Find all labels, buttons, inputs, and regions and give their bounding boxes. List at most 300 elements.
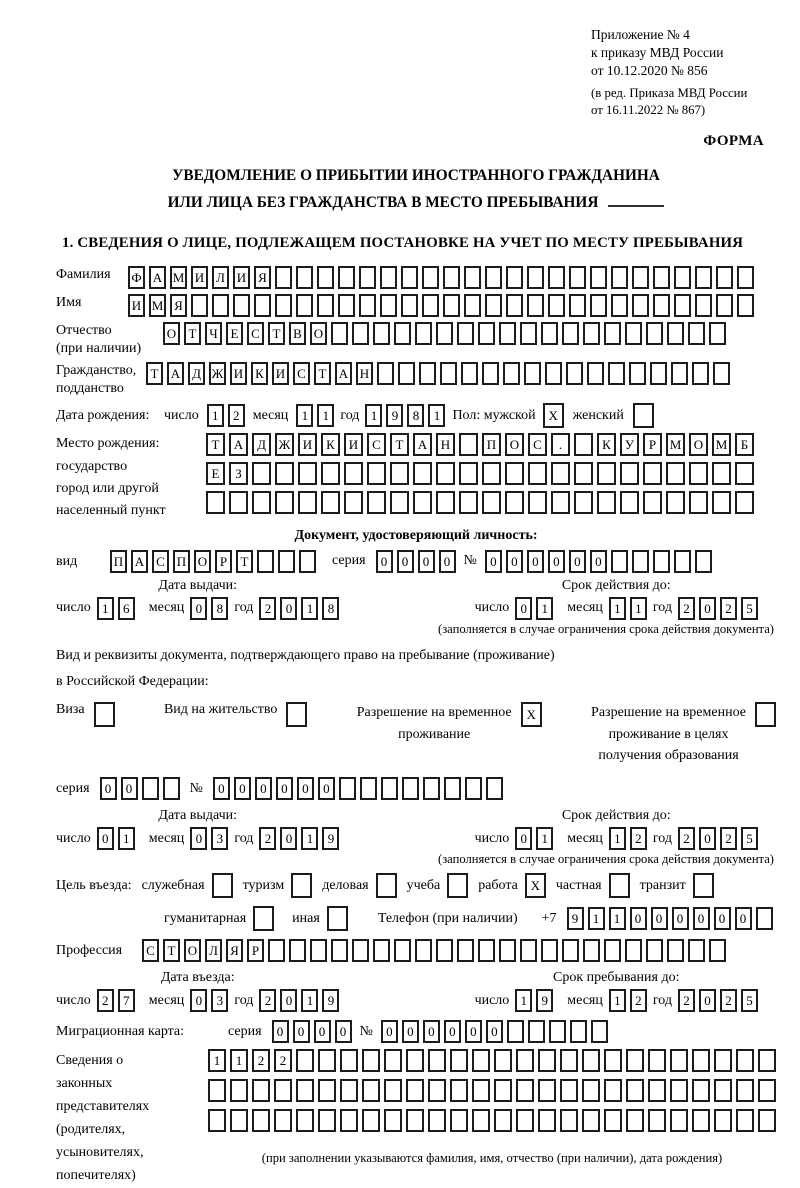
purpose-other-checkbox[interactable]: [327, 906, 348, 931]
purpose-humanitarian-checkbox[interactable]: [253, 906, 274, 931]
char-cell[interactable]: 1: [207, 404, 224, 427]
char-cell[interactable]: [482, 491, 501, 514]
char-cell[interactable]: [362, 1109, 380, 1132]
char-cell[interactable]: 5: [741, 989, 758, 1012]
char-cell[interactable]: [321, 462, 340, 485]
sex-male-checkbox[interactable]: [543, 403, 564, 428]
char-cell[interactable]: [583, 939, 600, 962]
char-cell[interactable]: [758, 1109, 776, 1132]
birth-year-cells[interactable]: [365, 404, 445, 427]
char-cell[interactable]: [688, 939, 705, 962]
char-cell[interactable]: [688, 322, 705, 345]
char-cell[interactable]: П: [173, 550, 190, 573]
char-cell[interactable]: [646, 939, 663, 962]
char-cell[interactable]: [611, 550, 628, 573]
char-cell[interactable]: О: [505, 433, 524, 456]
char-cell[interactable]: [376, 873, 397, 898]
char-cell[interactable]: 0: [423, 1020, 440, 1043]
char-cell[interactable]: [428, 1049, 446, 1072]
char-cell[interactable]: Т: [163, 939, 180, 962]
residence-valid-year-cells[interactable]: [678, 827, 758, 850]
char-cell[interactable]: [436, 491, 455, 514]
entry-year-cells[interactable]: [259, 989, 339, 1012]
char-cell[interactable]: [569, 266, 586, 289]
purpose-work-checkbox[interactable]: [525, 873, 546, 898]
char-cell[interactable]: Л: [212, 266, 229, 289]
char-cell[interactable]: [428, 1109, 446, 1132]
char-cell[interactable]: [570, 1020, 587, 1043]
purpose-tourism-checkbox[interactable]: [291, 873, 312, 898]
char-cell[interactable]: [415, 322, 432, 345]
char-cell[interactable]: [520, 939, 537, 962]
char-cell[interactable]: [666, 491, 685, 514]
char-cell[interactable]: 5: [741, 827, 758, 850]
char-cell[interactable]: [674, 294, 691, 317]
char-cell[interactable]: [670, 1049, 688, 1072]
char-cell[interactable]: [520, 322, 537, 345]
issue-day-cells[interactable]: [97, 597, 135, 620]
char-cell[interactable]: [590, 294, 607, 317]
char-cell[interactable]: У: [620, 433, 639, 456]
char-cell[interactable]: 0: [630, 907, 647, 930]
char-cell[interactable]: [648, 1049, 666, 1072]
char-cell[interactable]: [538, 1049, 556, 1072]
char-cell[interactable]: [551, 491, 570, 514]
char-cell[interactable]: [620, 491, 639, 514]
char-cell[interactable]: 2: [678, 597, 695, 620]
char-cell[interactable]: [233, 294, 250, 317]
char-cell[interactable]: [566, 362, 583, 385]
valid-year-cells[interactable]: [678, 597, 758, 620]
char-cell[interactable]: Я: [254, 266, 271, 289]
char-cell[interactable]: [390, 491, 409, 514]
char-cell[interactable]: [274, 1079, 292, 1102]
char-cell[interactable]: [450, 1109, 468, 1132]
given-name-cells[interactable]: [128, 294, 754, 317]
char-cell[interactable]: [444, 777, 461, 800]
char-cell[interactable]: [549, 1020, 566, 1043]
char-cell[interactable]: 0: [714, 907, 731, 930]
char-cell[interactable]: [716, 266, 733, 289]
char-cell[interactable]: 1: [536, 827, 553, 850]
char-cell[interactable]: 2: [252, 1049, 270, 1072]
char-cell[interactable]: 0: [527, 550, 544, 573]
char-cell[interactable]: [401, 266, 418, 289]
char-cell[interactable]: [626, 1109, 644, 1132]
char-cell[interactable]: 0: [293, 1020, 310, 1043]
char-cell[interactable]: [317, 294, 334, 317]
char-cell[interactable]: С: [247, 322, 264, 345]
char-cell[interactable]: 0: [699, 989, 716, 1012]
char-cell[interactable]: [582, 1079, 600, 1102]
migration-number-cells[interactable]: [381, 1020, 608, 1043]
char-cell[interactable]: Т: [314, 362, 331, 385]
char-cell[interactable]: [422, 294, 439, 317]
char-cell[interactable]: [712, 491, 731, 514]
char-cell[interactable]: [275, 491, 294, 514]
residence-issue-year-cells[interactable]: [259, 827, 339, 850]
char-cell[interactable]: [709, 322, 726, 345]
char-cell[interactable]: [298, 462, 317, 485]
char-cell[interactable]: [548, 294, 565, 317]
char-cell[interactable]: И: [298, 433, 317, 456]
char-cell[interactable]: [299, 550, 316, 573]
char-cell[interactable]: Т: [146, 362, 163, 385]
char-cell[interactable]: А: [335, 362, 352, 385]
char-cell[interactable]: 0: [234, 777, 251, 800]
char-cell[interactable]: [459, 462, 478, 485]
char-cell[interactable]: [440, 362, 457, 385]
char-cell[interactable]: [650, 362, 667, 385]
char-cell[interactable]: [142, 777, 159, 800]
char-cell[interactable]: [582, 1049, 600, 1072]
char-cell[interactable]: [191, 294, 208, 317]
char-cell[interactable]: [362, 1049, 380, 1072]
char-cell[interactable]: [406, 1109, 424, 1132]
char-cell[interactable]: [275, 266, 292, 289]
stay-month-cells[interactable]: [609, 989, 647, 1012]
char-cell[interactable]: 0: [485, 550, 502, 573]
char-cell[interactable]: Р: [215, 550, 232, 573]
residence-series-cells[interactable]: [100, 777, 180, 800]
char-cell[interactable]: 1: [609, 597, 626, 620]
char-cell[interactable]: О: [689, 433, 708, 456]
char-cell[interactable]: [714, 1079, 732, 1102]
char-cell[interactable]: [401, 294, 418, 317]
char-cell[interactable]: 1: [630, 597, 647, 620]
char-cell[interactable]: [359, 294, 376, 317]
char-cell[interactable]: 1: [97, 597, 114, 620]
char-cell[interactable]: 0: [255, 777, 272, 800]
char-cell[interactable]: 2: [274, 1049, 292, 1072]
char-cell[interactable]: [620, 462, 639, 485]
char-cell[interactable]: [516, 1079, 534, 1102]
char-cell[interactable]: 0: [486, 1020, 503, 1043]
char-cell[interactable]: 0: [444, 1020, 461, 1043]
char-cell[interactable]: [398, 362, 415, 385]
char-cell[interactable]: Н: [356, 362, 373, 385]
char-cell[interactable]: [604, 1079, 622, 1102]
char-cell[interactable]: [367, 491, 386, 514]
char-cell[interactable]: [478, 939, 495, 962]
char-cell[interactable]: [541, 939, 558, 962]
char-cell[interactable]: А: [229, 433, 248, 456]
char-cell[interactable]: [609, 873, 630, 898]
char-cell[interactable]: 0: [276, 777, 293, 800]
char-cell[interactable]: 1: [301, 827, 318, 850]
char-cell[interactable]: М: [170, 266, 187, 289]
char-cell[interactable]: [538, 1109, 556, 1132]
char-cell[interactable]: 0: [515, 827, 532, 850]
char-cell[interactable]: [340, 1109, 358, 1132]
residence-issue-month-cells[interactable]: [190, 827, 228, 850]
char-cell[interactable]: [208, 1079, 226, 1102]
char-cell[interactable]: X: [543, 403, 564, 428]
char-cell[interactable]: [318, 1109, 336, 1132]
char-cell[interactable]: 2: [630, 989, 647, 1012]
char-cell[interactable]: [380, 294, 397, 317]
char-cell[interactable]: П: [110, 550, 127, 573]
char-cell[interactable]: [506, 266, 523, 289]
char-cell[interactable]: [503, 362, 520, 385]
char-cell[interactable]: 0: [314, 1020, 331, 1043]
doc-type-cells[interactable]: [110, 550, 316, 573]
char-cell[interactable]: [257, 550, 274, 573]
char-cell[interactable]: [289, 939, 306, 962]
char-cell[interactable]: [384, 1049, 402, 1072]
char-cell[interactable]: [735, 491, 754, 514]
char-cell[interactable]: 1: [515, 989, 532, 1012]
purpose-private-checkbox[interactable]: [609, 873, 630, 898]
char-cell[interactable]: 6: [118, 597, 135, 620]
char-cell[interactable]: 1: [317, 404, 334, 427]
char-cell[interactable]: 8: [407, 404, 424, 427]
char-cell[interactable]: [560, 1079, 578, 1102]
char-cell[interactable]: 5: [741, 597, 758, 620]
char-cell[interactable]: М: [712, 433, 731, 456]
char-cell[interactable]: [670, 1109, 688, 1132]
char-cell[interactable]: 1: [609, 989, 626, 1012]
char-cell[interactable]: С: [152, 550, 169, 573]
phone-cells[interactable]: [567, 907, 773, 930]
char-cell[interactable]: К: [597, 433, 616, 456]
char-cell[interactable]: [648, 1109, 666, 1132]
char-cell[interactable]: 9: [536, 989, 553, 1012]
char-cell[interactable]: [716, 294, 733, 317]
citizenship-cells[interactable]: [146, 362, 730, 385]
doc-number-cells[interactable]: [485, 550, 712, 573]
char-cell[interactable]: Т: [390, 433, 409, 456]
char-cell[interactable]: 9: [322, 989, 339, 1012]
char-cell[interactable]: 2: [678, 989, 695, 1012]
char-cell[interactable]: [736, 1109, 754, 1132]
birth-place-cells-row3[interactable]: [206, 491, 754, 514]
char-cell[interactable]: [344, 491, 363, 514]
char-cell[interactable]: [670, 1079, 688, 1102]
char-cell[interactable]: [755, 702, 776, 727]
char-cell[interactable]: [291, 873, 312, 898]
stay-day-cells[interactable]: [515, 989, 553, 1012]
char-cell[interactable]: [527, 266, 544, 289]
char-cell[interactable]: [626, 1079, 644, 1102]
char-cell[interactable]: 2: [720, 827, 737, 850]
char-cell[interactable]: 2: [678, 827, 695, 850]
char-cell[interactable]: [359, 266, 376, 289]
sex-female-checkbox[interactable]: [633, 403, 654, 428]
char-cell[interactable]: [643, 491, 662, 514]
char-cell[interactable]: О: [194, 550, 211, 573]
char-cell[interactable]: [459, 491, 478, 514]
char-cell[interactable]: [344, 462, 363, 485]
char-cell[interactable]: [318, 1079, 336, 1102]
char-cell[interactable]: 1: [609, 827, 626, 850]
char-cell[interactable]: [296, 1079, 314, 1102]
char-cell[interactable]: Д: [252, 433, 271, 456]
char-cell[interactable]: [486, 777, 503, 800]
char-cell[interactable]: [318, 1049, 336, 1072]
char-cell[interactable]: [604, 1109, 622, 1132]
char-cell[interactable]: Ф: [128, 266, 145, 289]
char-cell[interactable]: [507, 1020, 524, 1043]
char-cell[interactable]: [254, 294, 271, 317]
char-cell[interactable]: [695, 294, 712, 317]
char-cell[interactable]: А: [413, 433, 432, 456]
char-cell[interactable]: 0: [190, 827, 207, 850]
char-cell[interactable]: 0: [190, 989, 207, 1012]
char-cell[interactable]: [625, 939, 642, 962]
char-cell[interactable]: И: [230, 362, 247, 385]
char-cell[interactable]: [666, 462, 685, 485]
char-cell[interactable]: [394, 322, 411, 345]
char-cell[interactable]: [756, 907, 773, 930]
purpose-study-checkbox[interactable]: [447, 873, 468, 898]
char-cell[interactable]: [736, 1079, 754, 1102]
char-cell[interactable]: [338, 294, 355, 317]
char-cell[interactable]: О: [163, 322, 180, 345]
char-cell[interactable]: 2: [259, 597, 276, 620]
char-cell[interactable]: .: [551, 433, 570, 456]
char-cell[interactable]: [443, 266, 460, 289]
char-cell[interactable]: [560, 1049, 578, 1072]
char-cell[interactable]: [340, 1049, 358, 1072]
char-cell[interactable]: 0: [465, 1020, 482, 1043]
char-cell[interactable]: 0: [376, 550, 393, 573]
char-cell[interactable]: 1: [230, 1049, 248, 1072]
char-cell[interactable]: [709, 939, 726, 962]
char-cell[interactable]: 1: [428, 404, 445, 427]
char-cell[interactable]: [252, 1079, 270, 1102]
char-cell[interactable]: С: [293, 362, 310, 385]
char-cell[interactable]: Л: [205, 939, 222, 962]
purpose-transit-checkbox[interactable]: [693, 873, 714, 898]
char-cell[interactable]: 2: [259, 827, 276, 850]
entry-day-cells[interactable]: [97, 989, 135, 1012]
char-cell[interactable]: С: [367, 433, 386, 456]
char-cell[interactable]: [674, 550, 691, 573]
char-cell[interactable]: 0: [402, 1020, 419, 1043]
char-cell[interactable]: [692, 1109, 710, 1132]
char-cell[interactable]: Т: [268, 322, 285, 345]
char-cell[interactable]: И: [191, 266, 208, 289]
char-cell[interactable]: [296, 266, 313, 289]
char-cell[interactable]: [384, 1079, 402, 1102]
char-cell[interactable]: [713, 362, 730, 385]
char-cell[interactable]: [413, 462, 432, 485]
option-temp-residence-education-checkbox[interactable]: [755, 702, 776, 727]
char-cell[interactable]: [758, 1049, 776, 1072]
char-cell[interactable]: С: [142, 939, 159, 962]
char-cell[interactable]: [737, 294, 754, 317]
char-cell[interactable]: [482, 362, 499, 385]
char-cell[interactable]: М: [666, 433, 685, 456]
char-cell[interactable]: [317, 266, 334, 289]
char-cell[interactable]: Д: [188, 362, 205, 385]
char-cell[interactable]: [632, 550, 649, 573]
char-cell[interactable]: В: [289, 322, 306, 345]
char-cell[interactable]: [275, 294, 292, 317]
char-cell[interactable]: 0: [100, 777, 117, 800]
char-cell[interactable]: [590, 266, 607, 289]
char-cell[interactable]: [611, 294, 628, 317]
char-cell[interactable]: 0: [651, 907, 668, 930]
char-cell[interactable]: Р: [643, 433, 662, 456]
char-cell[interactable]: [516, 1109, 534, 1132]
char-cell[interactable]: [436, 939, 453, 962]
char-cell[interactable]: 0: [213, 777, 230, 800]
char-cell[interactable]: [692, 1079, 710, 1102]
char-cell[interactable]: 0: [590, 550, 607, 573]
char-cell[interactable]: [695, 266, 712, 289]
purpose-official-checkbox[interactable]: [212, 873, 233, 898]
char-cell[interactable]: [362, 1079, 380, 1102]
char-cell[interactable]: [632, 266, 649, 289]
char-cell[interactable]: [648, 1079, 666, 1102]
migration-series-cells[interactable]: [272, 1020, 352, 1043]
char-cell[interactable]: 1: [301, 597, 318, 620]
char-cell[interactable]: 0: [381, 1020, 398, 1043]
char-cell[interactable]: [524, 362, 541, 385]
char-cell[interactable]: Б: [735, 433, 754, 456]
char-cell[interactable]: [494, 1109, 512, 1132]
char-cell[interactable]: 0: [699, 597, 716, 620]
char-cell[interactable]: 0: [272, 1020, 289, 1043]
char-cell[interactable]: Ч: [205, 322, 222, 345]
char-cell[interactable]: [604, 322, 621, 345]
char-cell[interactable]: 0: [506, 550, 523, 573]
char-cell[interactable]: Р: [247, 939, 264, 962]
char-cell[interactable]: [321, 491, 340, 514]
char-cell[interactable]: [516, 1049, 534, 1072]
valid-day-cells[interactable]: [515, 597, 553, 620]
char-cell[interactable]: [331, 322, 348, 345]
char-cell[interactable]: [499, 939, 516, 962]
char-cell[interactable]: [406, 1079, 424, 1102]
birth-month-cells[interactable]: [296, 404, 334, 427]
char-cell[interactable]: [562, 322, 579, 345]
birth-place-cells-row2[interactable]: [206, 462, 754, 485]
char-cell[interactable]: А: [131, 550, 148, 573]
stay-year-cells[interactable]: [678, 989, 758, 1012]
char-cell[interactable]: [633, 403, 654, 428]
char-cell[interactable]: [569, 294, 586, 317]
char-cell[interactable]: [206, 491, 225, 514]
char-cell[interactable]: [574, 462, 593, 485]
char-cell[interactable]: А: [167, 362, 184, 385]
char-cell[interactable]: [643, 462, 662, 485]
issue-year-cells[interactable]: [259, 597, 339, 620]
char-cell[interactable]: [735, 462, 754, 485]
char-cell[interactable]: [574, 433, 593, 456]
patronymic-cells[interactable]: [163, 322, 726, 345]
char-cell[interactable]: Ж: [275, 433, 294, 456]
char-cell[interactable]: [464, 266, 481, 289]
char-cell[interactable]: [485, 294, 502, 317]
char-cell[interactable]: [253, 906, 274, 931]
char-cell[interactable]: [611, 266, 628, 289]
char-cell[interactable]: 2: [720, 597, 737, 620]
char-cell[interactable]: [367, 462, 386, 485]
birth-place-cells-row1[interactable]: [206, 433, 754, 456]
char-cell[interactable]: [528, 462, 547, 485]
char-cell[interactable]: [692, 1049, 710, 1072]
char-cell[interactable]: [528, 491, 547, 514]
char-cell[interactable]: [548, 266, 565, 289]
char-cell[interactable]: X: [525, 873, 546, 898]
char-cell[interactable]: [582, 1109, 600, 1132]
char-cell[interactable]: [208, 1109, 226, 1132]
char-cell[interactable]: 0: [318, 777, 335, 800]
char-cell[interactable]: [499, 322, 516, 345]
